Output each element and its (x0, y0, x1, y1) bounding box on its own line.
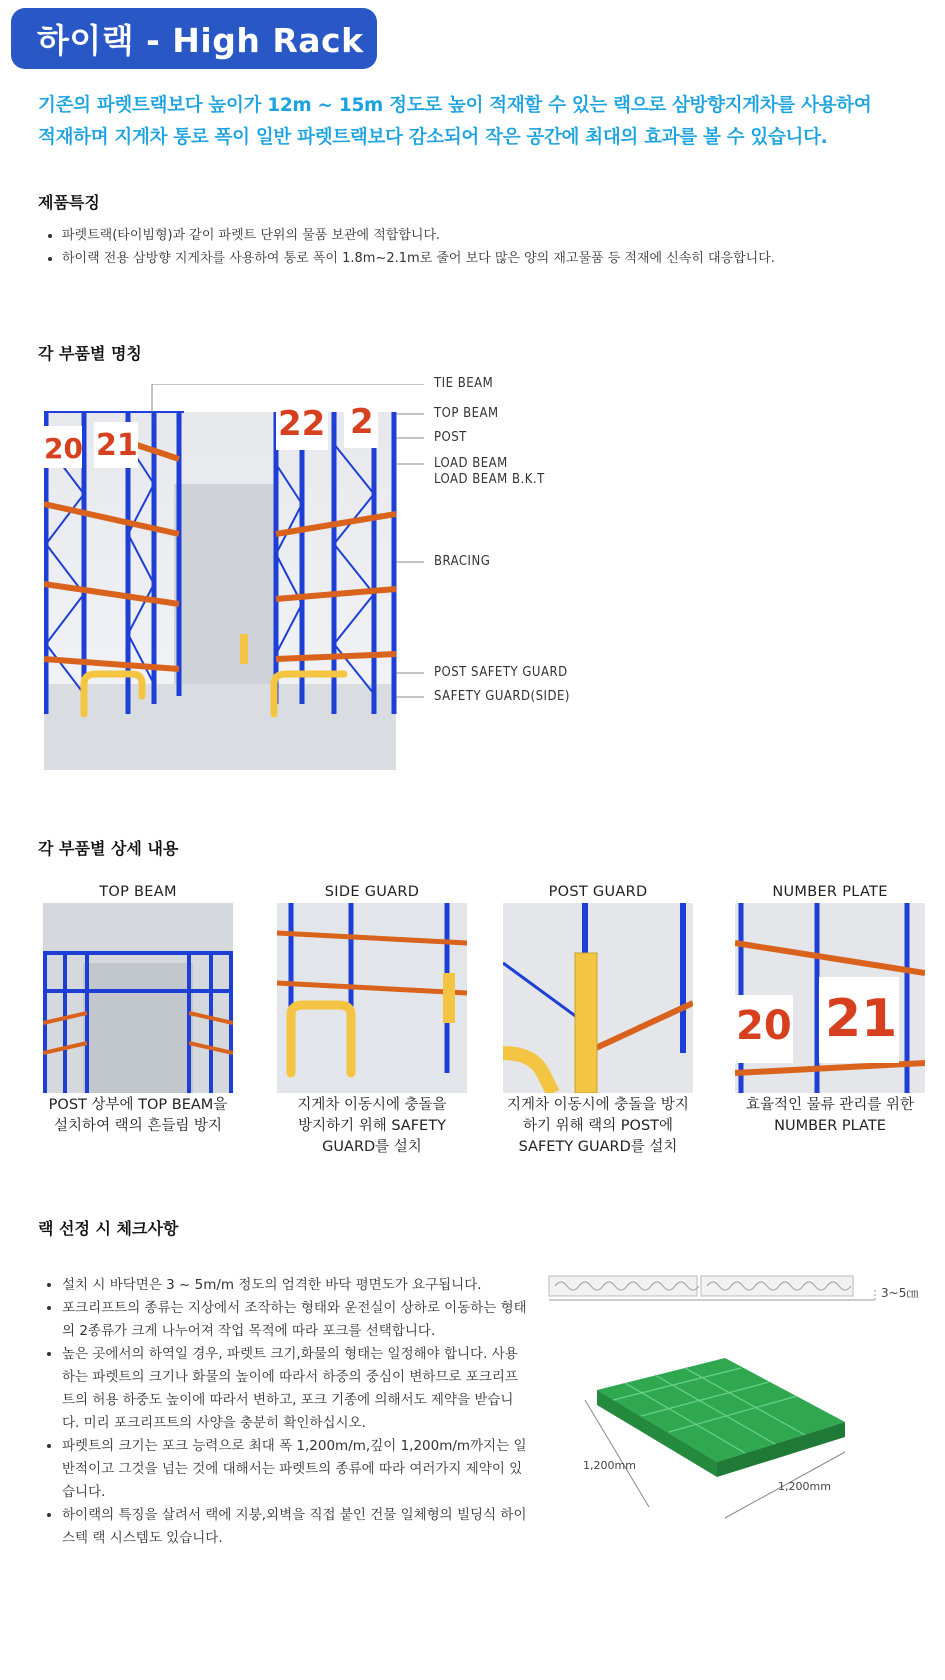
intro-text (38, 90, 933, 154)
floor-tolerance-label: 3~5㎝ (881, 1286, 919, 1300)
intro-line-2: 적재하며 지게차 통로 폭이 일반 파렛트랙보다 감소되어 작은 공간에 최대의 효과를 볼 수 있습니다. (38, 127, 828, 148)
label-load-beam-bkt: LOAD BEAM B.K.T (434, 472, 545, 487)
feature-item: • 파렛트랙(타이빔형)과 같이 파렛트 단위의 물품 보관에 적합합니다. (62, 224, 922, 247)
detail-desc-line: 효율적인 물류 관리를 위한 (746, 1097, 914, 1113)
detail-desc-line: 방지하기 위해 SAFETY (298, 1118, 446, 1134)
parts-heading: 각 부품별 명칭 (38, 344, 142, 363)
detail-caption: SIDE GUARD (324, 884, 420, 900)
rack-number-20: 20 (44, 432, 83, 465)
detail-desc-line: POST 상부에 TOP BEAM을 (48, 1097, 228, 1113)
detail-desc-line: GUARD를 설치 (322, 1139, 422, 1155)
detail-desc-line: SAFETY GUARD를 설치 (518, 1139, 678, 1155)
features-heading: 제품특징 (38, 193, 100, 212)
label-post: POST (434, 430, 467, 445)
detail-desc-line: 지게차 이동시에 충돌을 (297, 1097, 447, 1113)
rack-number-21: 21 (96, 428, 138, 463)
detail-caption: POST GUARD (548, 884, 648, 900)
details-heading: 각 부품별 상세 내용 (38, 839, 179, 858)
pallet-width-label: 1,200mm (778, 1480, 831, 1493)
detail-desc (272, 1095, 472, 1158)
detail-card-number-plate (730, 884, 930, 1137)
rack-number-22: 22 (278, 404, 326, 444)
detail-card-top-beam (38, 884, 238, 1137)
pallet-depth-label: 1,200mm (583, 1459, 636, 1472)
detail-desc (498, 1095, 698, 1158)
label-bracing: BRACING (434, 554, 491, 569)
check-item: • 포크리프트의 종류는 지상에서 조작하는 형태와 운전실이 상하로 이동하는 형태의 2종류가 크게 나누어져 작업 목적에 따라 포크를 선택합니다. (62, 1297, 527, 1343)
detail-desc (38, 1095, 238, 1137)
checks-list (42, 1274, 527, 1550)
label-tie-beam: TIE BEAM (434, 376, 494, 391)
detail-desc-line: NUMBER PLATE (774, 1118, 886, 1134)
intro-line-1: 기존의 파렛트랙보다 높이가 12m ~ 15m 정도로 높이 적재할 수 있는 랙으로 삼방향지게차를 사용하여 (38, 95, 872, 116)
rack-parts-diagram (44, 376, 570, 772)
plate-number-20: 20 (736, 1003, 792, 1049)
detail-desc-line: 지게차 이동시에 충돌을 방지 (507, 1097, 689, 1113)
check-item: • 설치 시 바닥면은 3 ~ 5m/m 정도의 엄격한 바닥 평면도가 요구됩니다. (62, 1274, 527, 1297)
detail-desc-line: 설치하여 랙의 흔들림 방지 (54, 1118, 222, 1134)
pallet-illustration (545, 1272, 935, 1572)
check-item: • 하이랙의 특징을 살려서 랙에 지붕,외벽을 직접 붙인 건물 일체형의 빌딩식 하이스텍 랙 시스템도 있습니다. (62, 1504, 527, 1550)
checks-heading: 랙 선정 시 체크사항 (38, 1219, 179, 1238)
detail-desc-line: 하기 위해 랙의 POST에 (522, 1118, 674, 1134)
detail-desc (730, 1095, 930, 1137)
detail-card-side-guard (272, 884, 472, 1158)
pallet-drawing (545, 1272, 935, 1572)
rack-number-partial: 2 (350, 402, 374, 442)
plate-number-21: 21 (825, 989, 898, 1049)
detail-caption: NUMBER PLATE (772, 884, 888, 900)
detail-card-post-guard (498, 884, 698, 1158)
label-load-beam: LOAD BEAM (434, 456, 508, 471)
label-safety-guard-side: SAFETY GUARD(SIDE) (434, 689, 570, 704)
feature-item: • 하이랙 전용 삼방향 지게차를 사용하여 통로 폭이 1.8m~2.1m로 줄어 보다 많은 양의 재고물품 등 적재에 신속히 대응합니다. (62, 247, 922, 270)
detail-caption: TOP BEAM (99, 884, 177, 900)
check-item: • 파렛트의 크기는 포크 능력으로 최대 폭 1,200m/m,깊이 1,200m/m까지는 일반적이고 그것을 넘는 것에 대해서는 파렛트의 종류에 따라 여러가지 제약이 있습니다. (62, 1435, 527, 1504)
page-title: 하이랙 - High Rack (11, 8, 377, 69)
post-guard-image (503, 903, 693, 1093)
label-post-safety-guard: POST SAFETY GUARD (434, 665, 568, 680)
number-plate-image (735, 903, 925, 1093)
side-guard-image (277, 903, 467, 1093)
features-list (42, 224, 922, 270)
top-beam-image (43, 903, 233, 1093)
label-top-beam: TOP BEAM (434, 406, 499, 421)
check-item: • 높은 곳에서의 하역일 경우, 파렛트 크기,화물의 형태는 일정해야 합니다. 사용하는 파렛트의 크기나 화물의 높이에 따라서 하중의 중심이 변하므로 포크리프트의 허용 하중도 높이에 따라서 변하고, 포크 기종에 의해서도 제약을 받습니다. 미리 포크리프트의 사양을 충분히 확인하십시오. (62, 1343, 527, 1435)
